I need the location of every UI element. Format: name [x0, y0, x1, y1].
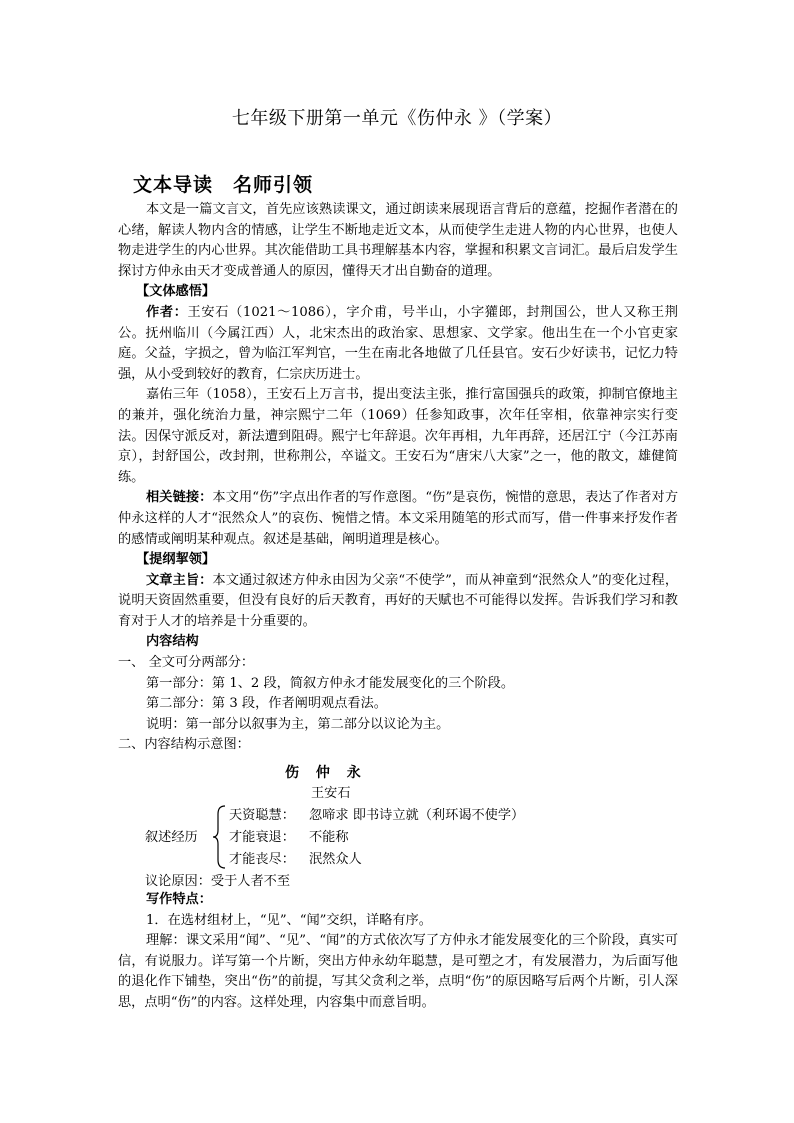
tigang-heading: 【提纲挈领】: [136, 552, 216, 568]
link-text: 本文用“伤”字点出作者的写作意图。“伤”是哀伤，惋惜的意思，表达了作者对方仲永这样的人才“泯然众人”的哀伤、惋惜之情。本文采用随笔的形式而写，借一件事来抒发作者的感情或阐明某种观点。叙述是基础，阐明道理是核心。: [118, 490, 679, 547]
theme-paragraph: [118, 571, 678, 633]
author-paragraph: [118, 303, 678, 385]
link-paragraph: [118, 488, 678, 550]
wenti-heading: 【文体感悟】: [136, 284, 216, 300]
diagram-row-value: 泯然众人: [309, 852, 362, 867]
section-heading-part-a: 文本导读: [133, 174, 214, 196]
feature-explanation-text: 课文采用“闻”、“见”、“闻”的方式依次写了方仲永才能发展变化的三个阶段，真实可信，有说服力。详写第一个片断，突出方仲永幼年聪慧，是可塑之才，有发展潜力，为后面写他的退化作下铺垫，突出“伤”的前提，写其父贪利之举，点明“伤”的原因略写后两个片断，引人深思，点明“伤”的内容。这样处理，内容集中而意旨明。: [118, 933, 679, 1010]
structure-heading: 内容结构: [146, 634, 199, 650]
features-heading: 写作特点：: [146, 892, 212, 907]
diagram-title: 伤 仲 永: [285, 765, 367, 781]
body-text-upper: [118, 200, 678, 756]
diagram-row-value: 不能称: [309, 830, 349, 845]
author-label: 作者：: [146, 304, 188, 320]
structure-item-1: 一、 全文可分两部分：: [118, 655, 255, 671]
brace-icon: [211, 804, 227, 870]
diagram-row-label: 才能衰退：: [229, 830, 295, 845]
section-heading: [133, 170, 313, 197]
structure-diagram: [145, 765, 665, 889]
theme-text: 本文通过叙述方仲永由因为父亲“不使学”，而从神童到“泯然众人”的变化过程，说明天资固然重要，但没有良好的后天教育，再好的天赋也不可能得以发挥。告诉我们学习和教育对于人才的培养是十分重要的。: [118, 572, 679, 629]
diagram-row-label: 才能丧尽：: [229, 852, 295, 867]
body-text-lower: [118, 890, 678, 1014]
jiayou-paragraph: 嘉佑三年（1058），王安石上万言书，提出变法主张，推行富国强兵的政策，抑制官僚地主的兼并，强化统治力量，神宗熙宁二年（1069）任参知政事，次年任宰相，依靠神宗实行变法。因保守派反对，新法遭到阻碍。熙宁七年辞退。次年再相，九年再辞，还居江宁（今江苏南京），封舒国公，改封荆，世称荆公，卒谥文。王安石为“唐宋八大家”之一，他的散文，雄健简练。: [118, 387, 678, 485]
structure-item-2: 二、内容结构示意图：: [118, 737, 250, 753]
diagram-row-label: 天资聪慧：: [229, 808, 295, 823]
feature-item-1: 1．在选材组材上，“见”、“闻”交织，详略有序。: [146, 912, 432, 928]
document-title: 七年级下册第一单元《伤仲永 》（学案）: [231, 108, 563, 129]
author-text: 王安石（1021～1086），字介甫，号半山，小字獾郎，封荆国公，世人又称王荆公。抚州临川（今属江西）人，北宋杰出的政治家、思想家、文学家。他出生在一个小官吏家庭。父益，字损之，曾为临江军判官，一生在南北各地做了几任县官。安石少好读书，记忆力特强，从小受到较好的教育，仁宗庆历进士。: [118, 304, 678, 382]
diagram-left-label: 叙述经历: [145, 830, 198, 845]
feature-explanation: [118, 931, 678, 1013]
diagram-row-value: 忽啼求 即书诗立就（利环谒不使学）: [309, 808, 525, 823]
link-label: 相关链接：: [146, 490, 213, 506]
feature-explanation-label: 理解：: [146, 933, 186, 949]
section-heading-part-b: 名师引领: [233, 174, 314, 196]
diagram-author: 王安石: [311, 786, 351, 801]
structure-item-1c: 说明：第一部分以叙事为主，第二部分以议论为主。: [146, 716, 450, 732]
structure-item-1a: 第一部分：第 1、2 段，简叙方仲永才能发展变化的三个阶段。: [146, 675, 515, 691]
theme-label: 文章主旨：: [146, 572, 213, 588]
diagram-reason: 议论原因：受于人者不至: [145, 874, 291, 889]
structure-item-1b: 第二部分：第 3 段，作者阐明观点看法。: [146, 696, 387, 712]
intro-paragraph: 本文是一篇文言文，首先应该熟读课文，通过朗读来展现语言背后的意蕴，挖掘作者潜在的心绪，解读人物内含的情感，让学生不断地走近文本，从而使学生走进人物的内心世界，也使人物走进学生的内心世界。其次能借助工具书理解基本内容，掌握和积累文言词汇。最后启发学生探讨方仲永由天才变成普通人的原因，懂得天才出自勤奋的道理。: [118, 202, 678, 279]
